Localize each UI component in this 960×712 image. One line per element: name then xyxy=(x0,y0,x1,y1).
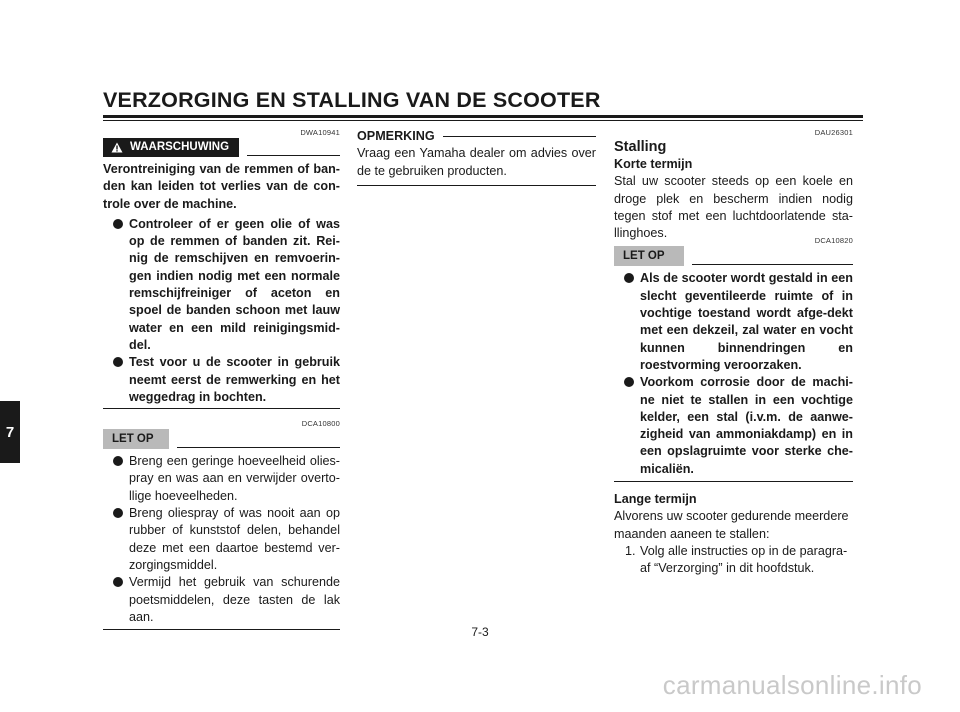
warning-label: WAARSCHUWING xyxy=(130,140,230,153)
warning-triangle-icon xyxy=(111,142,123,153)
list-item: Breng oliespray of was nooit aan op rubber of kunststof delen, behandel deze met een daartoe bestemd ver-zorgingsmiddel. xyxy=(103,505,340,574)
bullet-icon xyxy=(113,577,123,587)
short-term-text: Stal uw scooter steeds op een koele en droge plek en bescherm indien nodig tegen stof met een luchtdoorlatende sta-llinghoes. xyxy=(614,174,853,241)
note-end-rule xyxy=(357,185,596,186)
long-term-text: Alvorens uw scooter gedurende meerdere maanden aaneen te stallen: xyxy=(614,509,849,541)
bullet-icon xyxy=(113,357,123,367)
section-title: Stalling xyxy=(614,139,667,155)
caution-rule-right xyxy=(692,264,853,265)
long-term-title: Lange termijn xyxy=(614,492,697,507)
watermark: carmanualsonline.info xyxy=(662,670,922,700)
list-item: Als de scooter wordt gestald in een slecht geventileerde ruimte of in vochtige toestand wordt afge-dekt met een dekzeil, zal water en vocht kunnen binnendringen en roestvorming veroorzaken. xyxy=(614,270,853,374)
caution-badge: LET OP xyxy=(103,429,169,449)
caution-badge-right: LET OP xyxy=(614,246,684,266)
right-column xyxy=(614,128,853,578)
note-text: Vraag een Yamaha dealer om advies over de te gebruiken producten. xyxy=(357,146,596,178)
note-rule xyxy=(443,136,596,137)
step-text-line2: af “Verzorging” in dit hoofdstuk. xyxy=(640,561,815,576)
caution-heading-right xyxy=(614,246,853,266)
page-title: VERZORGING EN STALLING VAN DE SCOOTER xyxy=(103,88,601,112)
middle-column xyxy=(357,128,596,186)
step-text-line1: Volg alle instructies op in de paragra- xyxy=(640,543,848,558)
page-number: 7-3 xyxy=(471,625,489,639)
warning-badge xyxy=(103,138,239,157)
bullet-icon xyxy=(113,219,123,229)
caution-rule xyxy=(177,447,340,448)
step-number: 1. xyxy=(625,543,636,558)
caution-end-rule-right xyxy=(614,481,853,482)
caution-code-right: DCA10820 xyxy=(814,236,853,246)
list-item: Controleer of er geen olie of was op de remmen of banden zit. Rei-nig de remschijven en remvoerin-gen indien nodig met een normale remschijfreiniger of aceton en spoel de banden schoon met lauw water en een mild reinigingsmid-del. xyxy=(103,216,340,354)
bullet-icon xyxy=(624,273,634,283)
header-rule-thin xyxy=(103,120,863,121)
section-code: DAU26301 xyxy=(814,128,853,137)
bullet-icon xyxy=(113,508,123,518)
chapter-tab: 7 xyxy=(0,401,20,463)
numbered-step xyxy=(614,543,853,578)
short-term-title: Korte termijn xyxy=(614,157,693,171)
left-column xyxy=(103,128,340,630)
warning-intro: Verontreiniging van de remmen of ban-den kan leiden tot verlies van de con-trole over de machine. xyxy=(103,162,340,211)
warning-rule xyxy=(247,155,340,156)
caution-bullet-list xyxy=(103,453,340,626)
header-rule-thick xyxy=(103,115,863,118)
warning-end-rule xyxy=(103,408,340,409)
warning-code: DWA10941 xyxy=(300,128,340,137)
caution-code: DCA10800 xyxy=(301,419,340,429)
bullet-icon xyxy=(624,377,634,387)
list-item: Breng een geringe hoeveelheid olies-pray en was aan en verwijder overto-llige hoeveelheden. xyxy=(103,453,340,505)
warning-heading xyxy=(103,138,340,157)
caution-heading xyxy=(103,429,340,449)
note-label: OPMERKING xyxy=(357,129,435,143)
list-item: Voorkom corrosie door de machi-ne niet te stallen in een vochtige kelder, een stal (i.v.m. de aanwe-zigheid van ammoniakdamp) en in een opslagruimte voor sterke che-micaliën. xyxy=(614,374,853,478)
note-heading xyxy=(357,128,596,145)
list-item: Vermijd het gebruik van schurende poetsmiddelen, deze tasten de lak aan. xyxy=(103,574,340,626)
list-item: Test voor u de scooter in gebruik neemt eerst de remwerking en het weggedrag in bochten. xyxy=(103,354,340,406)
warning-bullet-list xyxy=(103,216,340,406)
caution-bullet-list-right xyxy=(614,270,853,478)
page-header xyxy=(103,88,863,121)
bullet-icon xyxy=(113,456,123,466)
